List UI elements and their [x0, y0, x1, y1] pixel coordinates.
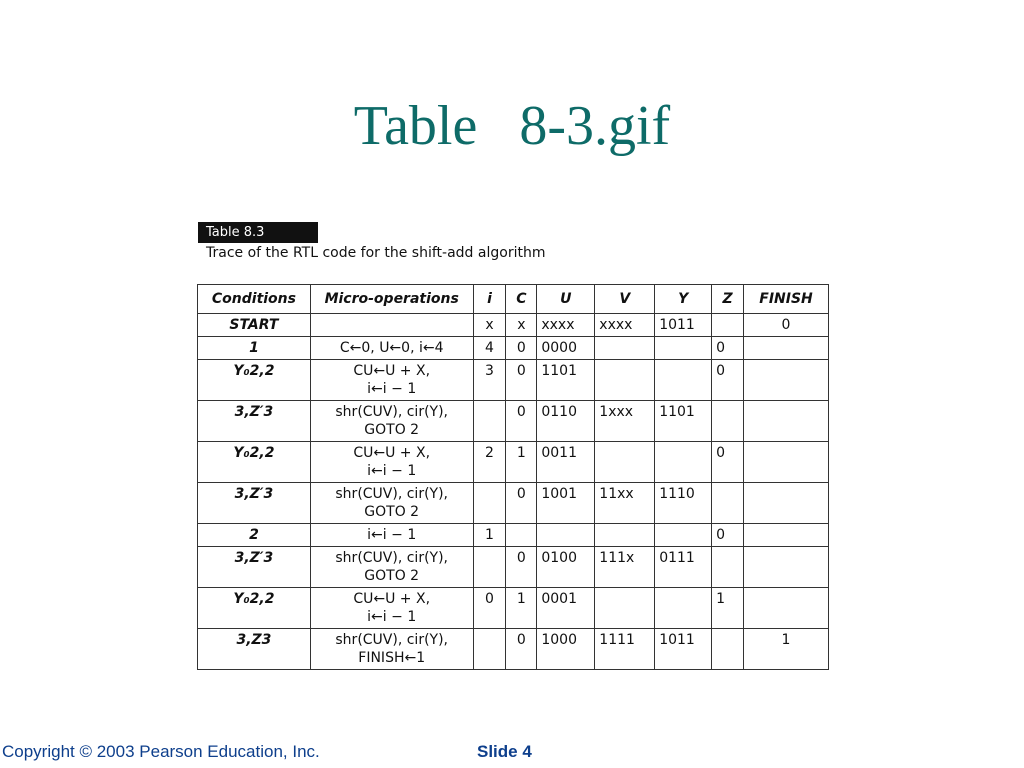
cell-u: 0001: [537, 588, 595, 629]
cell-y: 1110: [655, 483, 712, 524]
cell-v: 11xx: [595, 483, 655, 524]
cell-y: 1011: [655, 314, 712, 337]
cell-u: 0100: [537, 547, 595, 588]
cell-condition: 2: [198, 524, 311, 547]
cell-z: 0: [712, 524, 744, 547]
cell-i: 4: [473, 337, 506, 360]
cell-c: 0: [506, 360, 537, 401]
cell-z: [712, 547, 744, 588]
cell-micro-ops: CU←U + X, i←i − 1: [310, 442, 473, 483]
cell-condition: Y₀2,2: [198, 588, 311, 629]
cell-i: 1: [473, 524, 506, 547]
cell-finish: [744, 401, 829, 442]
cell-v: 111x: [595, 547, 655, 588]
cell-v: [595, 588, 655, 629]
cell-u: 1000: [537, 629, 595, 670]
cell-micro-ops: i←i − 1: [310, 524, 473, 547]
cell-y: 1101: [655, 401, 712, 442]
cell-c: [506, 524, 537, 547]
cell-i: [473, 401, 506, 442]
cell-micro-ops: C←0, U←0, i←4: [310, 337, 473, 360]
cell-v: [595, 337, 655, 360]
cell-u: 0000: [537, 337, 595, 360]
cell-v: 1111: [595, 629, 655, 670]
cell-finish: 1: [744, 629, 829, 670]
cell-i: [473, 629, 506, 670]
cell-y: 0111: [655, 547, 712, 588]
table-row: [198, 588, 829, 629]
cell-y: [655, 360, 712, 401]
cell-v: 1xxx: [595, 401, 655, 442]
cell-i: 2: [473, 442, 506, 483]
cell-z: 0: [712, 442, 744, 483]
slide-title: Table 8-3.gif: [353, 95, 671, 157]
cell-i: [473, 547, 506, 588]
cell-finish: [744, 588, 829, 629]
cell-v: [595, 360, 655, 401]
cell-c: 0: [506, 401, 537, 442]
cell-finish: [744, 524, 829, 547]
cell-z: [712, 401, 744, 442]
cell-condition: 3,Z′3: [198, 401, 311, 442]
cell-u: xxxx: [537, 314, 595, 337]
cell-c: x: [506, 314, 537, 337]
table-row: [198, 314, 829, 337]
cell-finish: [744, 360, 829, 401]
cell-i: x: [473, 314, 506, 337]
cell-finish: [744, 337, 829, 360]
cell-finish: [744, 483, 829, 524]
table-row: [198, 442, 829, 483]
cell-z: [712, 483, 744, 524]
table-row: [198, 483, 829, 524]
cell-c: 1: [506, 442, 537, 483]
cell-z: [712, 314, 744, 337]
cell-i: 0: [473, 588, 506, 629]
cell-micro-ops: shr(CUV), cir(Y), FINISH←1: [310, 629, 473, 670]
cell-y: 1011: [655, 629, 712, 670]
header-finish: FINISH: [744, 285, 829, 314]
cell-condition: 1: [198, 337, 311, 360]
footer-slide-number: Slide 4: [477, 742, 532, 761]
cell-condition: 3,Z3: [198, 629, 311, 670]
cell-z: 1: [712, 588, 744, 629]
cell-y: [655, 524, 712, 547]
cell-condition: 3,Z′3: [198, 483, 311, 524]
cell-y: [655, 442, 712, 483]
cell-y: [655, 588, 712, 629]
cell-condition: Y₀2,2: [198, 360, 311, 401]
cell-i: [473, 483, 506, 524]
cell-condition: 3,Z′3: [198, 547, 311, 588]
table-row: [198, 547, 829, 588]
cell-micro-ops: shr(CUV), cir(Y), GOTO 2: [310, 401, 473, 442]
cell-finish: 0: [744, 314, 829, 337]
cell-finish: [744, 547, 829, 588]
cell-condition: Y₀2,2: [198, 442, 311, 483]
cell-micro-ops: shr(CUV), cir(Y), GOTO 2: [310, 483, 473, 524]
cell-v: [595, 442, 655, 483]
cell-u: 0011: [537, 442, 595, 483]
header-micro-operations: Micro-operations: [310, 285, 473, 314]
trace-table: [197, 284, 829, 670]
cell-micro-ops: CU←U + X, i←i − 1: [310, 588, 473, 629]
cell-u: 0110: [537, 401, 595, 442]
header-u: U: [537, 285, 595, 314]
cell-c: 0: [506, 337, 537, 360]
header-v: V: [595, 285, 655, 314]
cell-c: 0: [506, 547, 537, 588]
cell-v: xxxx: [595, 314, 655, 337]
cell-micro-ops: shr(CUV), cir(Y), GOTO 2: [310, 547, 473, 588]
table-row: [198, 401, 829, 442]
table-caption: Trace of the RTL code for the shift-add algorithm: [206, 245, 546, 261]
cell-micro-ops: [310, 314, 473, 337]
cell-c: 0: [506, 483, 537, 524]
cell-u: [537, 524, 595, 547]
cell-condition: START: [198, 314, 311, 337]
cell-u: 1001: [537, 483, 595, 524]
table-label-badge: Table 8.3: [198, 222, 318, 243]
cell-y: [655, 337, 712, 360]
table-row: [198, 629, 829, 670]
footer-copyright: Copyright © 2003 Pearson Education, Inc.: [2, 742, 320, 761]
cell-c: 1: [506, 588, 537, 629]
cell-c: 0: [506, 629, 537, 670]
cell-v: [595, 524, 655, 547]
header-conditions: Conditions: [198, 285, 311, 314]
cell-finish: [744, 442, 829, 483]
header-y: Y: [655, 285, 712, 314]
cell-z: [712, 629, 744, 670]
table-row: [198, 360, 829, 401]
table-row: [198, 524, 829, 547]
cell-u: 1101: [537, 360, 595, 401]
cell-micro-ops: CU←U + X, i←i − 1: [310, 360, 473, 401]
cell-z: 0: [712, 360, 744, 401]
table-row: [198, 337, 829, 360]
table-header-row: [198, 285, 829, 314]
cell-z: 0: [712, 337, 744, 360]
header-c: C: [506, 285, 537, 314]
cell-i: 3: [473, 360, 506, 401]
header-z: Z: [712, 285, 744, 314]
header-i: i: [473, 285, 506, 314]
